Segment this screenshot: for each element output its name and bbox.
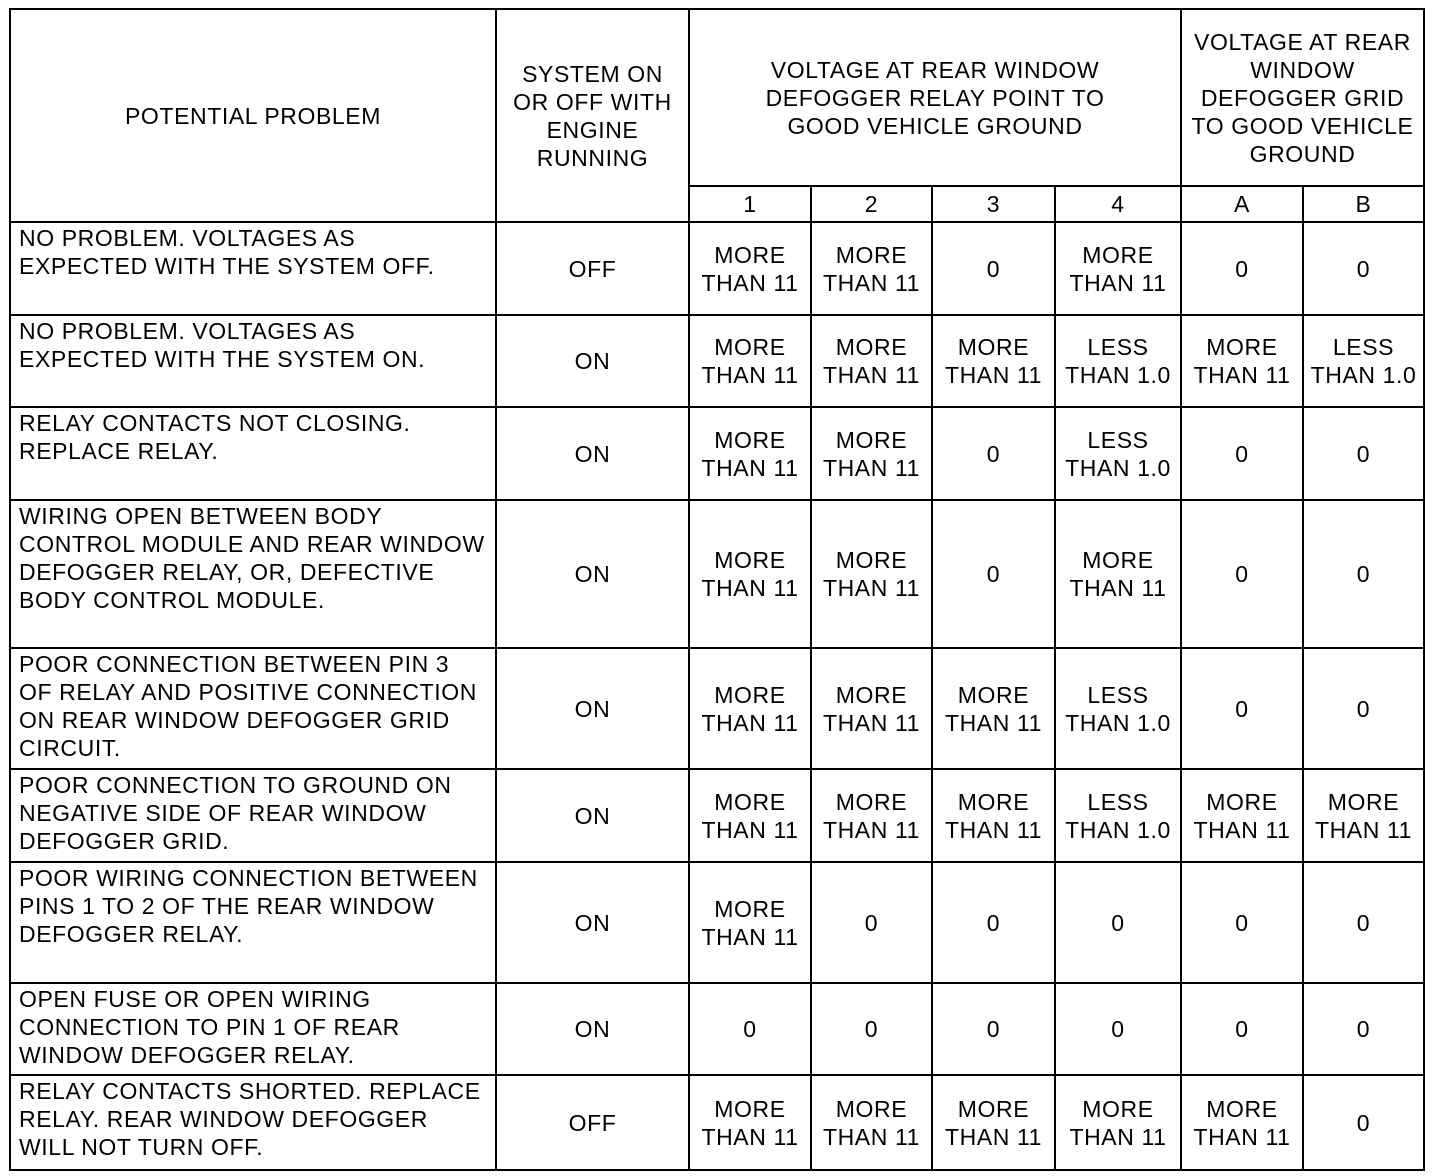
grid-point-b-value: 0 <box>1303 983 1424 1075</box>
relay-point-2-value: MORE THAN 11 <box>811 315 932 407</box>
relay-point-2-value: MORE THAN 11 <box>811 769 932 862</box>
relay-point-1-value: MORE THAN 11 <box>689 315 811 407</box>
relay-point-3-value: 0 <box>932 983 1055 1075</box>
table-row <box>10 983 1424 1075</box>
table-row <box>10 1075 1424 1170</box>
table-row <box>10 648 1424 769</box>
grid-point-b-value: MORE THAN 11 <box>1303 769 1424 862</box>
relay-point-1-value: 0 <box>689 983 811 1075</box>
problem-cell: NO PROBLEM. VOLTAGES AS EXPECTED WITH THE SYSTEM OFF. <box>10 222 496 315</box>
relay-point-4-value: 0 <box>1055 862 1181 983</box>
system-state-cell: OFF <box>496 222 689 315</box>
relay-point-2-value: MORE THAN 11 <box>811 407 932 500</box>
relay-point-2-value: MORE THAN 11 <box>811 1075 932 1170</box>
header-system-state: SYSTEM ON OR OFF WITH ENGINE RUNNING <box>496 9 689 222</box>
problem-cell: NO PROBLEM. VOLTAGES AS EXPECTED WITH THE SYSTEM ON. <box>10 315 496 407</box>
relay-point-1-value: MORE THAN 11 <box>689 407 811 500</box>
defogger-diagnosis-table <box>9 8 1425 1171</box>
grid-point-b-value: 0 <box>1303 500 1424 648</box>
grid-point-a-value: MORE THAN 11 <box>1181 769 1303 862</box>
header-grid-point-b: B <box>1303 186 1424 222</box>
relay-point-3-value: 0 <box>932 862 1055 983</box>
grid-point-b-value: 0 <box>1303 862 1424 983</box>
header-grid-point-a: A <box>1181 186 1303 222</box>
header-grid-voltage: VOLTAGE AT REAR WINDOW DEFOGGER GRID TO GOOD VEHICLE GROUND <box>1181 9 1424 186</box>
header-potential-problem: POTENTIAL PROBLEM <box>10 9 496 222</box>
relay-point-1-value: MORE THAN 11 <box>689 862 811 983</box>
problem-cell: OPEN FUSE OR OPEN WIRING CONNECTION TO PIN 1 OF REAR WINDOW DEFOGGER RELAY. <box>10 983 496 1075</box>
relay-point-1-value: MORE THAN 11 <box>689 500 811 648</box>
grid-point-b-value: 0 <box>1303 1075 1424 1170</box>
table-row <box>10 769 1424 862</box>
relay-point-3-value: MORE THAN 11 <box>932 769 1055 862</box>
relay-point-4-value: MORE THAN 11 <box>1055 222 1181 315</box>
system-state-cell: ON <box>496 769 689 862</box>
grid-point-b-value: 0 <box>1303 222 1424 315</box>
problem-cell: WIRING OPEN BETWEEN BODY CONTROL MODULE AND REAR WINDOW DEFOGGER RELAY, OR, DEFECTIVE BODY CONTROL MODULE. <box>10 500 496 648</box>
relay-point-3-value: 0 <box>932 500 1055 648</box>
relay-point-3-value: MORE THAN 11 <box>932 648 1055 769</box>
system-state-cell: ON <box>496 500 689 648</box>
relay-point-4-value: LESS THAN 1.0 <box>1055 315 1181 407</box>
grid-point-a-value: 0 <box>1181 500 1303 648</box>
relay-point-4-value: LESS THAN 1.0 <box>1055 407 1181 500</box>
grid-point-b-value: 0 <box>1303 407 1424 500</box>
relay-point-4-value: LESS THAN 1.0 <box>1055 648 1181 769</box>
relay-point-1-value: MORE THAN 11 <box>689 1075 811 1170</box>
grid-point-a-value: MORE THAN 11 <box>1181 315 1303 407</box>
grid-point-a-value: MORE THAN 11 <box>1181 1075 1303 1170</box>
relay-point-2-value: 0 <box>811 983 932 1075</box>
problem-cell: POOR CONNECTION TO GROUND ON NEGATIVE SIDE OF REAR WINDOW DEFOGGER GRID. <box>10 769 496 862</box>
relay-point-1-value: MORE THAN 11 <box>689 648 811 769</box>
grid-point-a-value: 0 <box>1181 407 1303 500</box>
relay-point-3-value: MORE THAN 11 <box>932 1075 1055 1170</box>
relay-point-1-value: MORE THAN 11 <box>689 769 811 862</box>
system-state-cell: ON <box>496 407 689 500</box>
table-row <box>10 862 1424 983</box>
relay-point-2-value: MORE THAN 11 <box>811 222 932 315</box>
grid-point-a-value: 0 <box>1181 862 1303 983</box>
system-state-cell: ON <box>496 315 689 407</box>
header-relay-voltage: VOLTAGE AT REAR WINDOW DEFOGGER RELAY POINT TO GOOD VEHICLE GROUND <box>689 9 1181 186</box>
relay-point-2-value: MORE THAN 11 <box>811 648 932 769</box>
relay-point-4-value: 0 <box>1055 983 1181 1075</box>
grid-point-b-value: 0 <box>1303 648 1424 769</box>
header-relay-point-1: 1 <box>689 186 811 222</box>
relay-point-1-value: MORE THAN 11 <box>689 222 811 315</box>
problem-cell: RELAY CONTACTS SHORTED. REPLACE RELAY. REAR WINDOW DEFOGGER WILL NOT TURN OFF. <box>10 1075 496 1170</box>
problem-cell: RELAY CONTACTS NOT CLOSING. REPLACE RELAY. <box>10 407 496 500</box>
problem-cell: POOR WIRING CONNECTION BETWEEN PINS 1 TO 2 OF THE REAR WINDOW DEFOGGER RELAY. <box>10 862 496 983</box>
system-state-cell: ON <box>496 983 689 1075</box>
relay-point-4-value: LESS THAN 1.0 <box>1055 769 1181 862</box>
relay-point-3-value: 0 <box>932 407 1055 500</box>
grid-point-a-value: 0 <box>1181 222 1303 315</box>
table-row <box>10 500 1424 648</box>
system-state-cell: ON <box>496 648 689 769</box>
relay-point-3-value: 0 <box>932 222 1055 315</box>
header-relay-point-2: 2 <box>811 186 932 222</box>
relay-point-3-value: MORE THAN 11 <box>932 315 1055 407</box>
problem-cell: POOR CONNECTION BETWEEN PIN 3 OF RELAY AND POSITIVE CONNECTION ON REAR WINDOW DEFOGGER GRID CIRCUIT. <box>10 648 496 769</box>
table-row <box>10 407 1424 500</box>
relay-point-2-value: MORE THAN 11 <box>811 500 932 648</box>
relay-point-4-value: MORE THAN 11 <box>1055 1075 1181 1170</box>
relay-point-2-value: 0 <box>811 862 932 983</box>
table-row <box>10 222 1424 315</box>
relay-point-4-value: MORE THAN 11 <box>1055 500 1181 648</box>
system-state-cell: OFF <box>496 1075 689 1170</box>
grid-point-b-value: LESS THAN 1.0 <box>1303 315 1424 407</box>
header-relay-point-3: 3 <box>932 186 1055 222</box>
grid-point-a-value: 0 <box>1181 983 1303 1075</box>
table-row <box>10 315 1424 407</box>
grid-point-a-value: 0 <box>1181 648 1303 769</box>
header-relay-point-4: 4 <box>1055 186 1181 222</box>
system-state-cell: ON <box>496 862 689 983</box>
